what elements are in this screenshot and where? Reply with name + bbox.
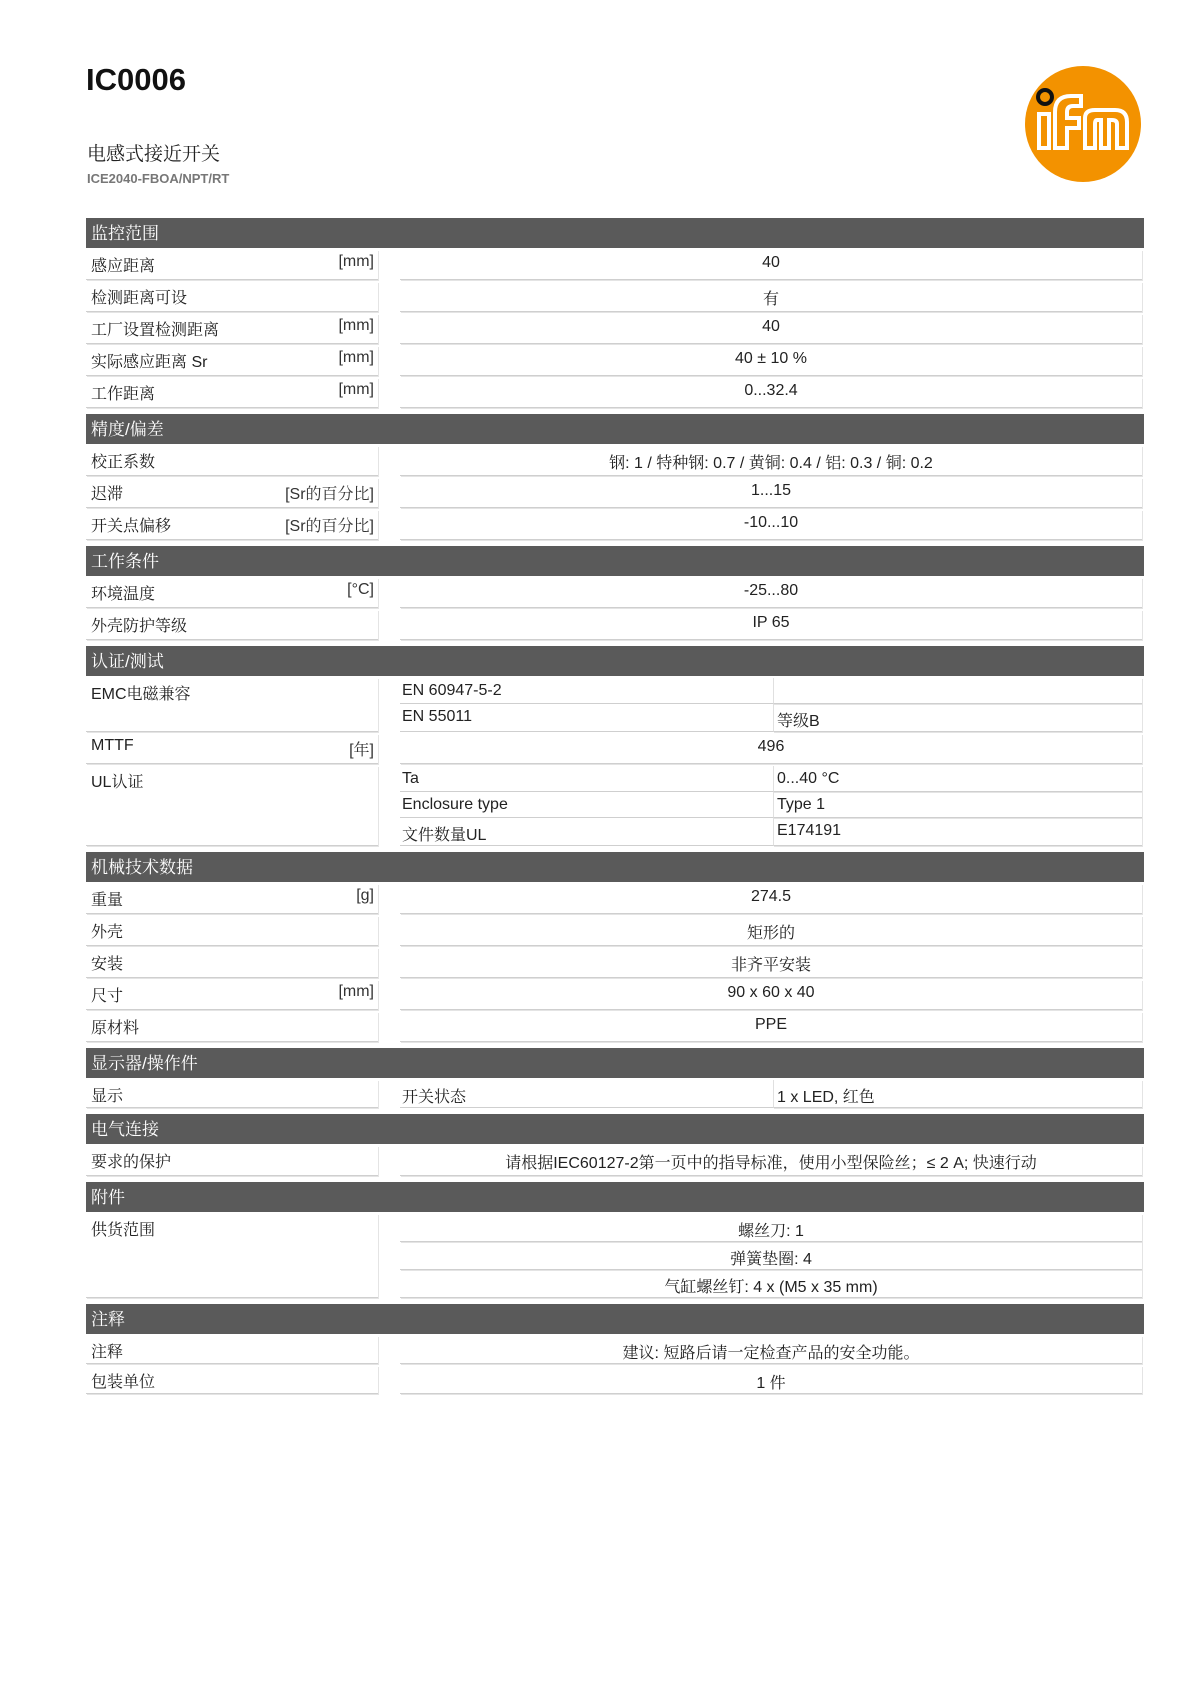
row-label: 环境温度 (91, 586, 156, 603)
row-label: 外壳防护等级 (91, 618, 188, 635)
row-label: UL认证 (91, 774, 144, 791)
row-value: -25...80 (400, 578, 1142, 608)
row-value: -10...10 (400, 510, 1142, 540)
product-subtitle: 电感式接近开关 (87, 144, 221, 165)
sub-key: EN 60947-5-2 (400, 678, 773, 704)
row-label: 原材料 (91, 1020, 140, 1037)
row-label: 尺寸 (91, 988, 124, 1005)
section-header: 附件 (86, 1182, 1144, 1212)
row-value: PPE (400, 1012, 1142, 1042)
sub-value: E174191 (773, 818, 1142, 846)
row-value: 非齐平安装 (400, 948, 1142, 978)
row-value: 0...32.4 (400, 378, 1142, 408)
row-unit: [Sr的百分比] (285, 518, 374, 535)
row-label: 包装单位 (91, 1374, 156, 1391)
row-value: 1 件 (400, 1366, 1142, 1394)
row-value: 496 (400, 734, 1142, 764)
row-value: 气缸螺丝钉: 4 x (M5 x 35 mm) (400, 1270, 1142, 1298)
row-value: 274.5 (400, 884, 1142, 914)
product-code: ICE2040-FBOA/NPT/RT (87, 171, 230, 186)
spec-row (86, 314, 1144, 344)
row-label: 重量 (91, 892, 124, 909)
row-label: 外壳 (91, 924, 124, 941)
row-label: 检测距离可设 (91, 290, 188, 307)
spec-row (86, 378, 1144, 408)
spec-table (86, 218, 1144, 1396)
spec-row (86, 282, 1144, 312)
product-title: IC0006 (86, 62, 186, 97)
row-label: 显示 (91, 1088, 124, 1105)
row-label: 工厂设置检测距离 (91, 322, 220, 339)
spec-row (86, 884, 1144, 914)
sub-value: 等级B (773, 704, 1142, 732)
row-value: 螺丝刀: 1 (400, 1214, 1142, 1242)
row-unit: [mm] (338, 983, 374, 1000)
row-value: 40 (400, 314, 1142, 344)
row-unit: [mm] (338, 381, 374, 398)
row-value: 矩形的 (400, 916, 1142, 946)
row-unit: [mm] (338, 253, 374, 270)
spec-row (86, 678, 1144, 732)
row-unit: [g] (356, 887, 374, 904)
section-header: 工作条件 (86, 546, 1144, 576)
spec-row (86, 766, 1144, 846)
sub-key: 开关状态 (400, 1080, 773, 1108)
sub-value: 1 x LED, 红色 (773, 1080, 1142, 1108)
row-unit: [Sr的百分比] (285, 486, 374, 503)
row-label: 开关点偏移 (91, 518, 172, 535)
spec-row (86, 734, 1144, 764)
spec-row (86, 1214, 1144, 1298)
section-header: 显示器/操作件 (86, 1048, 1144, 1078)
section-header: 监控范围 (86, 218, 1144, 248)
row-label: 注释 (91, 1344, 124, 1361)
row-label: 校正系数 (91, 454, 156, 471)
spec-row (86, 510, 1144, 540)
row-value: 建议: 短路后请一定检查产品的安全功能。 (400, 1336, 1142, 1364)
row-label: MTTF (91, 737, 134, 754)
row-value: 有 (400, 282, 1142, 312)
spec-row (86, 1366, 1144, 1394)
spec-row (86, 1146, 1144, 1176)
spec-row (86, 1080, 1144, 1108)
section-header: 机械技术数据 (86, 852, 1144, 882)
row-label: 供货范围 (91, 1222, 156, 1239)
row-value: 请根据IEC60127-2第一页中的指导标准，使用小型保险丝；≤ 2 A; 快速行动 (400, 1146, 1142, 1176)
row-value: 90 x 60 x 40 (400, 980, 1142, 1010)
sub-value: 0...40 °C (773, 766, 1142, 792)
spec-row (86, 1336, 1144, 1364)
row-label: 工作距离 (91, 386, 156, 403)
spec-row (86, 916, 1144, 946)
row-unit: [°C] (347, 581, 374, 598)
row-label: 实际感应距离 Sr (91, 354, 208, 371)
ifm-logo-icon (1023, 64, 1143, 184)
row-unit: [mm] (338, 317, 374, 334)
row-value: 40 ± 10 % (400, 346, 1142, 376)
sub-value (773, 678, 1142, 704)
sub-key: 文件数量UL (400, 818, 773, 846)
row-unit: [mm] (338, 349, 374, 366)
spec-row (86, 346, 1144, 376)
section-header: 电气连接 (86, 1114, 1144, 1144)
section-header: 精度/偏差 (86, 414, 1144, 444)
spec-row (86, 250, 1144, 280)
sub-key: Ta (400, 766, 773, 792)
row-unit: [年] (349, 742, 374, 759)
row-label: 感应距离 (91, 258, 156, 275)
spec-row (86, 578, 1144, 608)
section-header: 认证/测试 (86, 646, 1144, 676)
row-value: 弹簧垫圈: 4 (400, 1242, 1142, 1270)
spec-row (86, 446, 1144, 476)
spec-row (86, 1012, 1144, 1042)
row-value: 40 (400, 250, 1142, 280)
row-label: 安装 (91, 956, 124, 973)
row-label: 要求的保护 (91, 1154, 172, 1171)
row-label: 迟滞 (91, 486, 124, 503)
row-label: EMC电磁兼容 (91, 686, 191, 703)
row-value: IP 65 (400, 610, 1142, 640)
sub-value: Type 1 (773, 792, 1142, 818)
spec-row (86, 478, 1144, 508)
section-header: 注释 (86, 1304, 1144, 1334)
row-value: 1...15 (400, 478, 1142, 508)
spec-row (86, 610, 1144, 640)
row-value: 钢: 1 / 特种钢: 0.7 / 黄铜: 0.4 / 铝: 0.3 / 铜: 0.2 (400, 446, 1142, 476)
spec-row (86, 948, 1144, 978)
sub-key: Enclosure type (400, 792, 773, 818)
sub-key: EN 55011 (400, 704, 773, 732)
spec-row (86, 980, 1144, 1010)
